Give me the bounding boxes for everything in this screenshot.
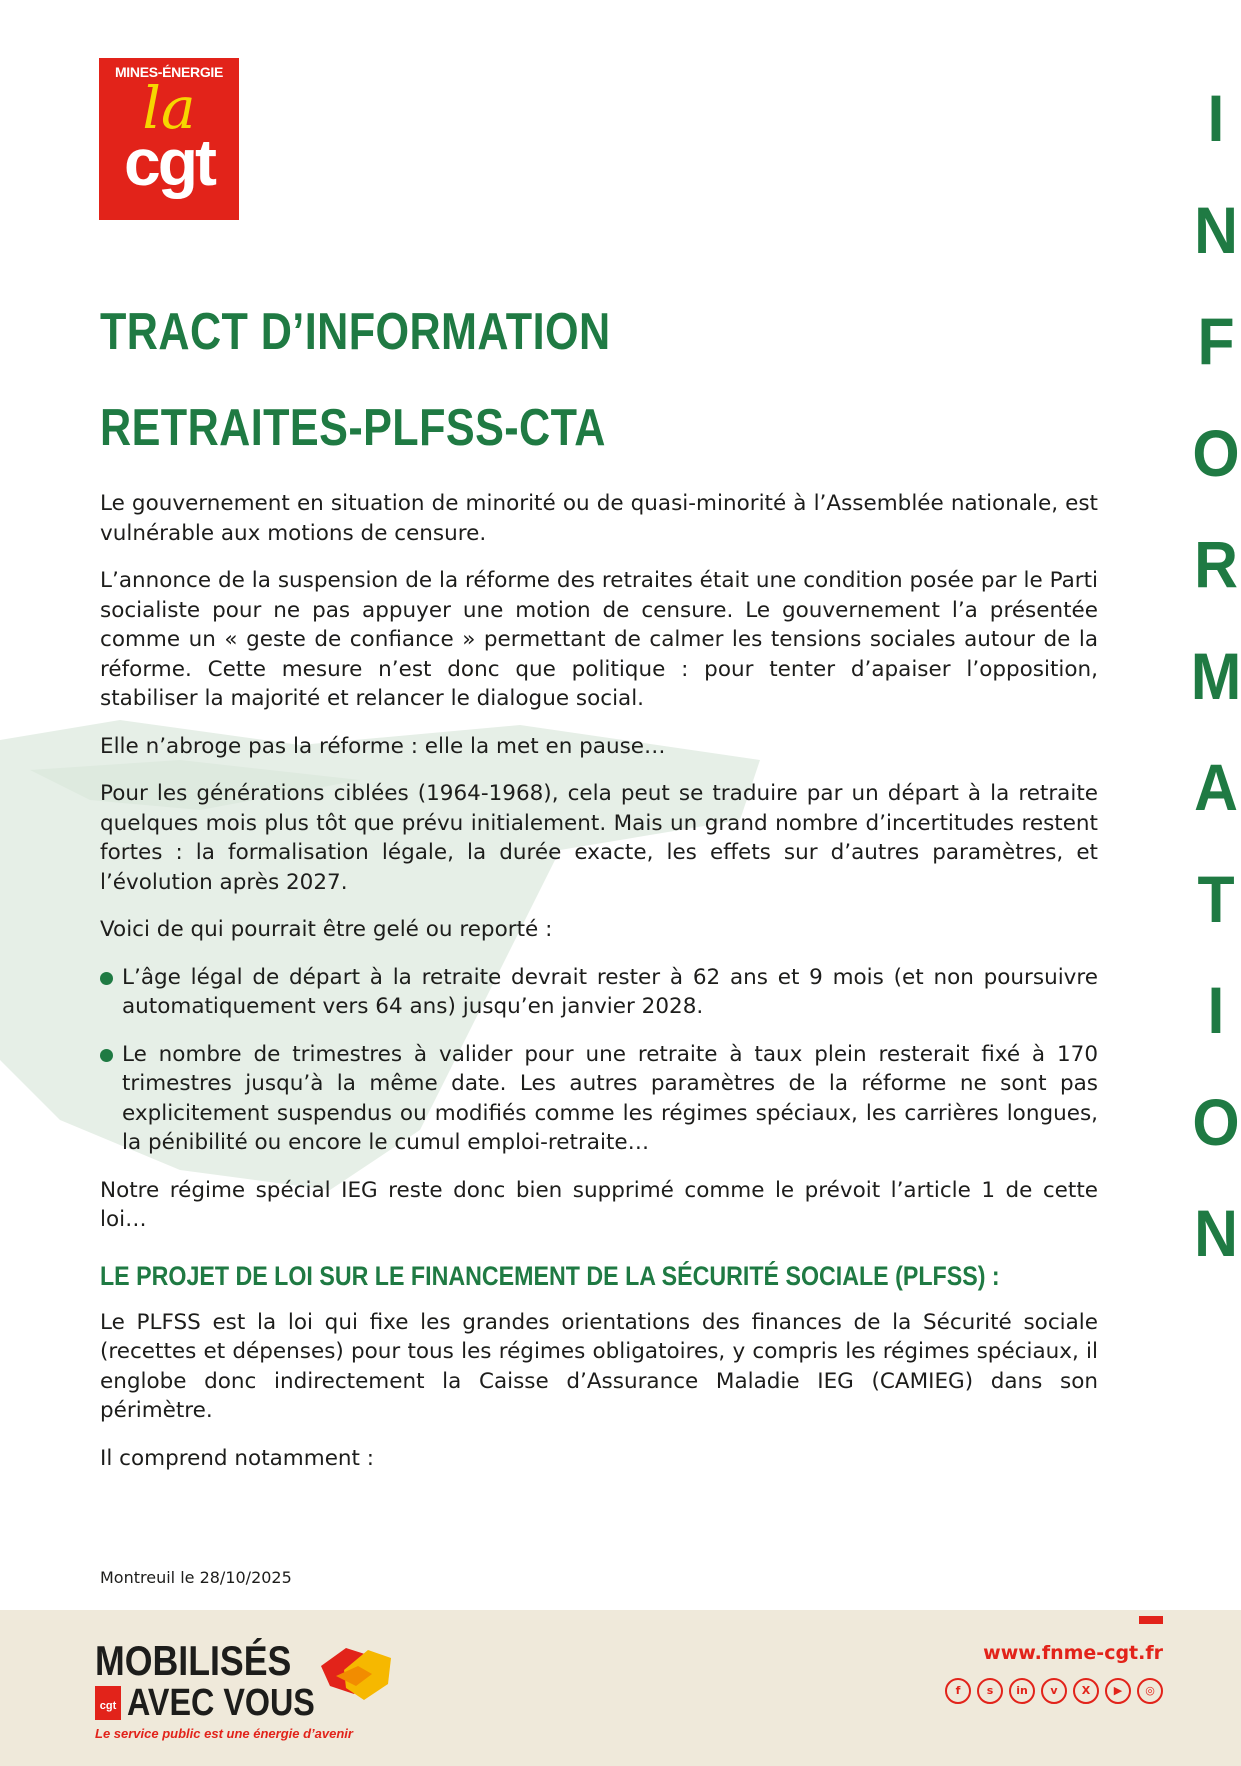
document-title — [100, 284, 611, 476]
instagram-icon[interactable]: ◎ — [1137, 1678, 1163, 1704]
main-content — [100, 489, 1098, 1491]
tagline: Le service public est une énergie d’avenir — [95, 1726, 353, 1741]
logo-federation-text: MINES-ÉNERGIE — [114, 64, 224, 80]
side-letter: I — [1207, 81, 1225, 155]
logo-la-text: la — [142, 74, 196, 142]
paragraph: Il comprend notamment : — [100, 1445, 375, 1471]
youtube-icon[interactable]: ▶ — [1105, 1678, 1131, 1704]
paragraph: Notre régime spécial IEG reste donc bien supprimé comme le prévoit l’article 1 de cette loi… — [100, 1177, 1098, 1232]
red-accent-mark — [1139, 1616, 1163, 1624]
side-letter: T — [1197, 861, 1235, 936]
side-letter: M — [1190, 638, 1241, 713]
paragraph: Le PLFSS est la loi qui fixe les grandes orientations des finances de la Sécurité sociale (recettes et dépenses) pour tous les régimes obligatoires, y compris les régimes spéciaux, il englobe donc indirectement la Caisse d’Assurance Maladie IEG (CAMIEG) dans son périmètre. — [100, 1309, 1098, 1423]
facebook-icon[interactable]: f — [945, 1678, 971, 1704]
document-date: Montreuil le 28/10/2025 — [100, 1568, 292, 1587]
x-icon[interactable]: X — [1073, 1678, 1099, 1704]
website-link[interactable]: www.fnme-cgt.fr — [983, 1642, 1163, 1664]
paragraph: Voici de qui pourrait être gelé ou reporté : — [100, 917, 553, 942]
slogan-line-2: AVEC VOUS — [127, 1682, 315, 1724]
linkedin-icon[interactable]: in — [1009, 1678, 1035, 1704]
handshake-icon — [316, 1636, 396, 1706]
paragraph: Le gouvernement en situation de minorité ou de quasi-minorité à l’Assemblée nationale, est vulnérable aux motions de censure. — [100, 491, 1098, 546]
list-item-text: Le nombre de trimestres à valider pour une retraite à taux plein resterait fixé à 170 trimestres jusqu’à la même date. Les autres paramètres de la réforme ne sont pas explicitement suspendus ou modifiés comme les régimes spéciaux, les carrières longues, la pénibilité ou encore le cumul emploi-retraite… — [122, 1041, 1098, 1155]
vimeo-icon[interactable]: v — [1041, 1678, 1067, 1704]
side-letter: R — [1194, 527, 1238, 601]
bullet-dot-icon — [100, 1049, 113, 1062]
paragraph: Pour les générations ciblées (1964-1968), cela peut se traduire par un départ à la retraite quelques mois plus tôt que prévu initialement. Mais un grand nombre d’incertitudes restent fortes : la formalisation légale, la durée exacte, les effets sur d’autres paramètres, et l’évolution après 2027. — [100, 781, 1098, 895]
logo-cgt-text: cgt — [124, 125, 214, 199]
side-letter: N — [1194, 192, 1238, 267]
side-letter: O — [1192, 415, 1240, 490]
side-letter: F — [1197, 304, 1235, 378]
side-letter: A — [1194, 750, 1238, 824]
side-letter: O — [1192, 1084, 1240, 1159]
list-item — [100, 1040, 1098, 1158]
cgt-mines-energie-logo — [99, 58, 239, 220]
bullet-list — [100, 963, 1098, 1158]
social-links — [945, 1678, 1163, 1704]
slogan-line-1: MOBILISÉS — [95, 1637, 292, 1684]
bullet-dot-icon — [100, 972, 113, 985]
title-line-1: TRACT D’INFORMATION — [100, 303, 611, 361]
list-item — [100, 963, 1098, 1022]
paragraph: L’annonce de la suspension de la réforme des retraites était une condition posée par le Parti socialiste pour ne pas appuyer une motion de censure. Le gouvernement l’a présentée comme un « geste de confiance » permettant de calmer les tensions sociales autour de la réforme. Cette mesure n’est donc que politique : pour tenter d’apaiser l’opposition, stabiliser la majorité et relancer le dialogue social. — [100, 568, 1098, 711]
side-letter: N — [1194, 1196, 1238, 1270]
mini-cgt-logo: cgt — [95, 1686, 121, 1720]
side-letter: I — [1207, 973, 1225, 1047]
title-line-2: RETRAITES-PLFSS-CTA — [100, 399, 606, 457]
slogan — [95, 1637, 353, 1741]
paragraph: Elle n’abroge pas la réforme : elle la met en pause… — [100, 733, 666, 759]
vertical-information-word — [1188, 78, 1241, 1305]
list-item-text: L’âge légal de départ à la retraite devrait rester à 62 ans et 9 mois (et non poursuivre automatiquement vers 64 ans) jusqu’en janvier 2028. — [122, 964, 1098, 1019]
section-heading: LE PROJET DE LOI SUR LE FINANCEMENT DE LA SÉCURITÉ SOCIALE (PLFSS) : — [100, 1260, 1000, 1291]
snapchat-icon[interactable]: s — [977, 1678, 1003, 1704]
